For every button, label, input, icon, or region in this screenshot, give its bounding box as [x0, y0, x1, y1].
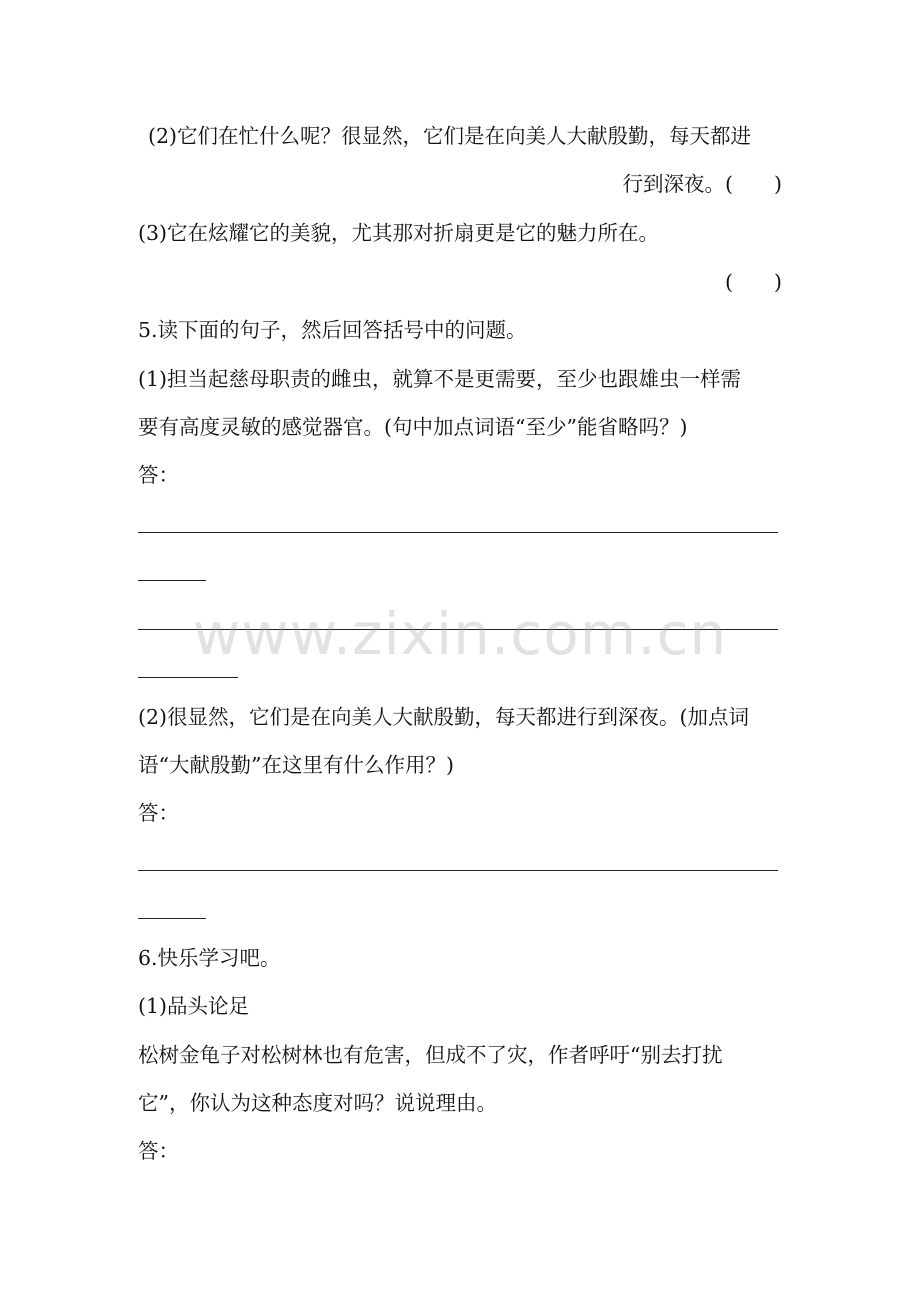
q4-2-line-2: 行到深夜。( ) [622, 172, 782, 196]
q5-1-answer-line-1[interactable] [138, 532, 778, 533]
watermark: www.zixin.com.cn [192, 600, 728, 668]
q5-1-line-1: (1)担当起慈母职责的雌虫，就算不是更需要，至少也跟雄虫一样需 [138, 367, 742, 391]
q6-1-answer-label: 答： [138, 1139, 179, 1163]
q6-1-line-1: 松树金龟子对松树林也有危害，但成不了灾，作者呼吁“别去打扰 [138, 1043, 723, 1067]
q6-title: 6.快乐学习吧。 [138, 946, 281, 970]
q5-1-line-2: 要有高度灵敏的感觉器官。(句中加点词语“至少”能省略吗？) [138, 415, 688, 439]
q5-2-answer-label: 答： [138, 801, 179, 825]
q6-1-title: (1)品头论足 [138, 994, 250, 1018]
q4-2-line-1: (2)它们在忙什么呢？很显然，它们是在向美人大献殷勤，每天都进 [148, 124, 752, 148]
q5-1-answer-label: 答： [138, 463, 179, 487]
q6-1-line-2: 它”，你认为这种态度对吗？说说理由。 [138, 1091, 497, 1115]
q5-1-answer-line-2[interactable] [138, 580, 206, 581]
q4-3-line-1: (3)它在炫耀它的美貌，尤其那对折扇更是它的魅力所在。 [138, 221, 660, 245]
q5-title: 5.读下面的句子，然后回答括号中的问题。 [138, 318, 527, 342]
q4-3-line-2: ( ) [725, 270, 782, 294]
q5-2-answer-line-1[interactable] [138, 870, 778, 871]
q5-1-answer-line-4[interactable] [138, 677, 238, 678]
q5-2-line-1: (2)很显然，它们是在向美人大献殷勤，每天都进行到深夜。(加点词 [138, 705, 750, 729]
q5-2-line-2: 语“大献殷勤”在这里有什么作用？) [138, 753, 454, 777]
q5-1-answer-line-3[interactable] [138, 629, 778, 630]
q5-2-answer-line-2[interactable] [138, 918, 206, 919]
